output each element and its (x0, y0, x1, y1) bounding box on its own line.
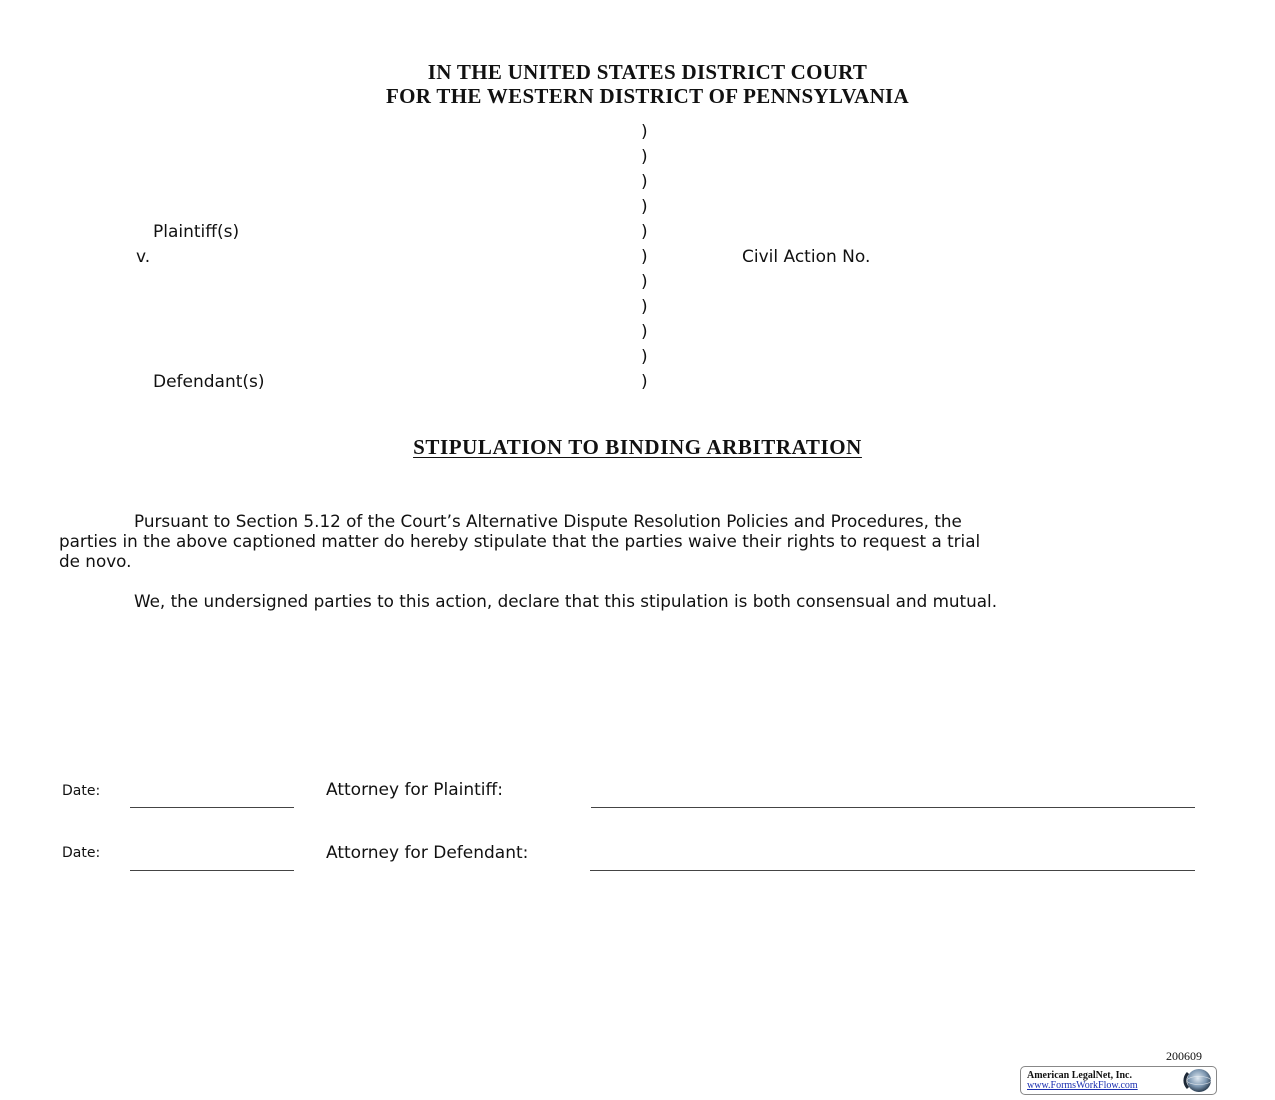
form-code: 200609 (1166, 1049, 1202, 1063)
document-title (0, 435, 1275, 460)
plaintiff-label: Plaintiff(s) (153, 222, 240, 242)
caption-paren: ) (641, 272, 648, 292)
caption-paren: ) (641, 147, 648, 167)
versus-label: v. (136, 247, 151, 267)
document-title-text: STIPULATION TO BINDING ARBITRATION (413, 435, 862, 459)
paragraph-1-line-2: parties in the above captioned matter do hereby stipulate that the parties waive their rights to request a trial (59, 531, 981, 551)
civil-action-number-label: Civil Action No. (742, 247, 871, 267)
attorney-for-plaintiff-signature-field[interactable] (591, 807, 1195, 808)
date-label: Date: (62, 845, 101, 861)
caption-paren: ) (641, 222, 648, 242)
court-name-line-1: IN THE UNITED STATES DISTRICT COURT (427, 60, 868, 84)
paragraph-2: We, the undersigned parties to this action, declare that this stipulation is both consensual and mutual. (134, 591, 998, 611)
date-field-plaintiff[interactable] (130, 807, 294, 808)
caption-paren: ) (641, 172, 648, 192)
caption-paren: ) (641, 347, 648, 367)
caption-paren: ) (641, 122, 648, 142)
caption-paren: ) (641, 372, 648, 392)
caption-paren: ) (641, 322, 648, 342)
publisher-url-link[interactable]: www.FormsWorkFlow.com (1027, 1080, 1138, 1091)
defendant-label: Defendant(s) (153, 372, 265, 392)
date-field-defendant[interactable] (130, 870, 294, 871)
attorney-for-defendant-signature-field[interactable] (590, 870, 1195, 871)
attorney-for-defendant-label: Attorney for Defendant: (326, 843, 529, 863)
date-label: Date: (62, 783, 101, 799)
paragraph-1-line-1: Pursuant to Section 5.12 of the Court’s Alternative Dispute Resolution Policies and Procedures, the (134, 511, 962, 531)
court-name-line-2: FOR THE WESTERN DISTRICT OF PENNSYLVANIA (386, 84, 909, 108)
attorney-for-plaintiff-label: Attorney for Plaintiff: (326, 780, 503, 800)
caption-paren: ) (641, 247, 648, 267)
globe-icon (1180, 1068, 1214, 1093)
publisher-name: American LegalNet, Inc. (1027, 1070, 1132, 1081)
caption-paren: ) (641, 297, 648, 317)
paragraph-1-line-3: de novo. (59, 551, 132, 571)
publisher-badge[interactable] (1020, 1066, 1217, 1095)
caption-paren: ) (641, 197, 648, 217)
